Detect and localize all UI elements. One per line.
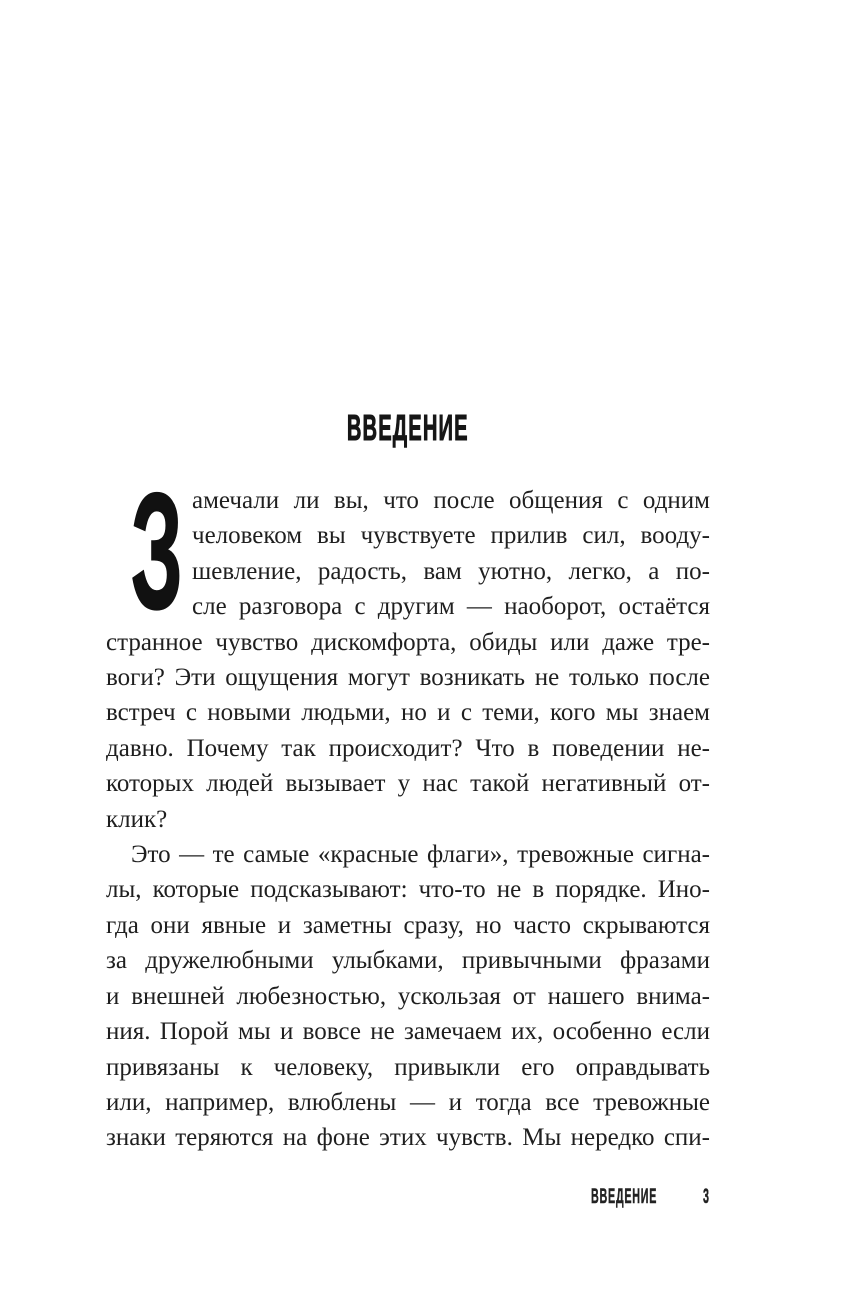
paragraph [106, 459, 710, 837]
text-line: знаки теряются на фоне этих чувств. Мы нередко спи- [106, 1124, 710, 1152]
text-line: или, например, влюблены — и тогда все тревожные [106, 1088, 710, 1116]
paragraph [106, 837, 710, 1156]
text-line: давно. Почему так происходит? Что в поведении не- [106, 734, 710, 762]
text-line: клик? [106, 805, 168, 833]
text-line: сле разговора с другим — наоборот, остаётся [192, 593, 710, 621]
chapter-title [106, 407, 710, 449]
page-number: 3 [703, 1185, 710, 1208]
page-footer [477, 1186, 710, 1207]
text-line: ния. Порой мы и вовсе не замечаем их, особенно если [106, 1018, 710, 1046]
chapter-title-text: ВВЕДЕНИЕ [347, 407, 469, 449]
text-line: Это — те самые «красные флаги», тревожные сигна- [131, 841, 710, 869]
text-line: которых людей вызывает у нас такой негативный от- [106, 770, 710, 798]
text-line: гда они явные и заметны сразу, но часто скрываются [106, 911, 710, 939]
text-line: странное чувство дискомфорта, обиды или даже тре- [106, 628, 710, 656]
drop-cap-letter: З [131, 459, 183, 643]
text-line: привязаны к человеку, привыкли его оправдывать [106, 1053, 710, 1081]
text-line: встреч с новыми людьми, но и с теми, кого мы знаем [106, 699, 710, 727]
running-title: ВВЕДЕНИЕ [591, 1185, 658, 1208]
text-line: амечали ли вы, что после общения с одним [192, 487, 710, 514]
text-line: и внешней любезностью, ускользая от нашего внима- [106, 982, 710, 1010]
body-text [106, 459, 710, 1156]
text-line: лы, которые подсказывают: что-то не в порядке. Ино- [106, 876, 710, 904]
text-line: шевление, радость, вам уютно, легко, а по- [192, 557, 710, 585]
text-line: за дружелюбными улыбками, привычными фразами [106, 947, 710, 975]
text-line: человеком вы чувствуете прилив сил, вооду- [192, 522, 710, 550]
text-line: воги? Эти ощущения могут возникать не только после [106, 664, 710, 692]
drop-cap [106, 459, 192, 643]
